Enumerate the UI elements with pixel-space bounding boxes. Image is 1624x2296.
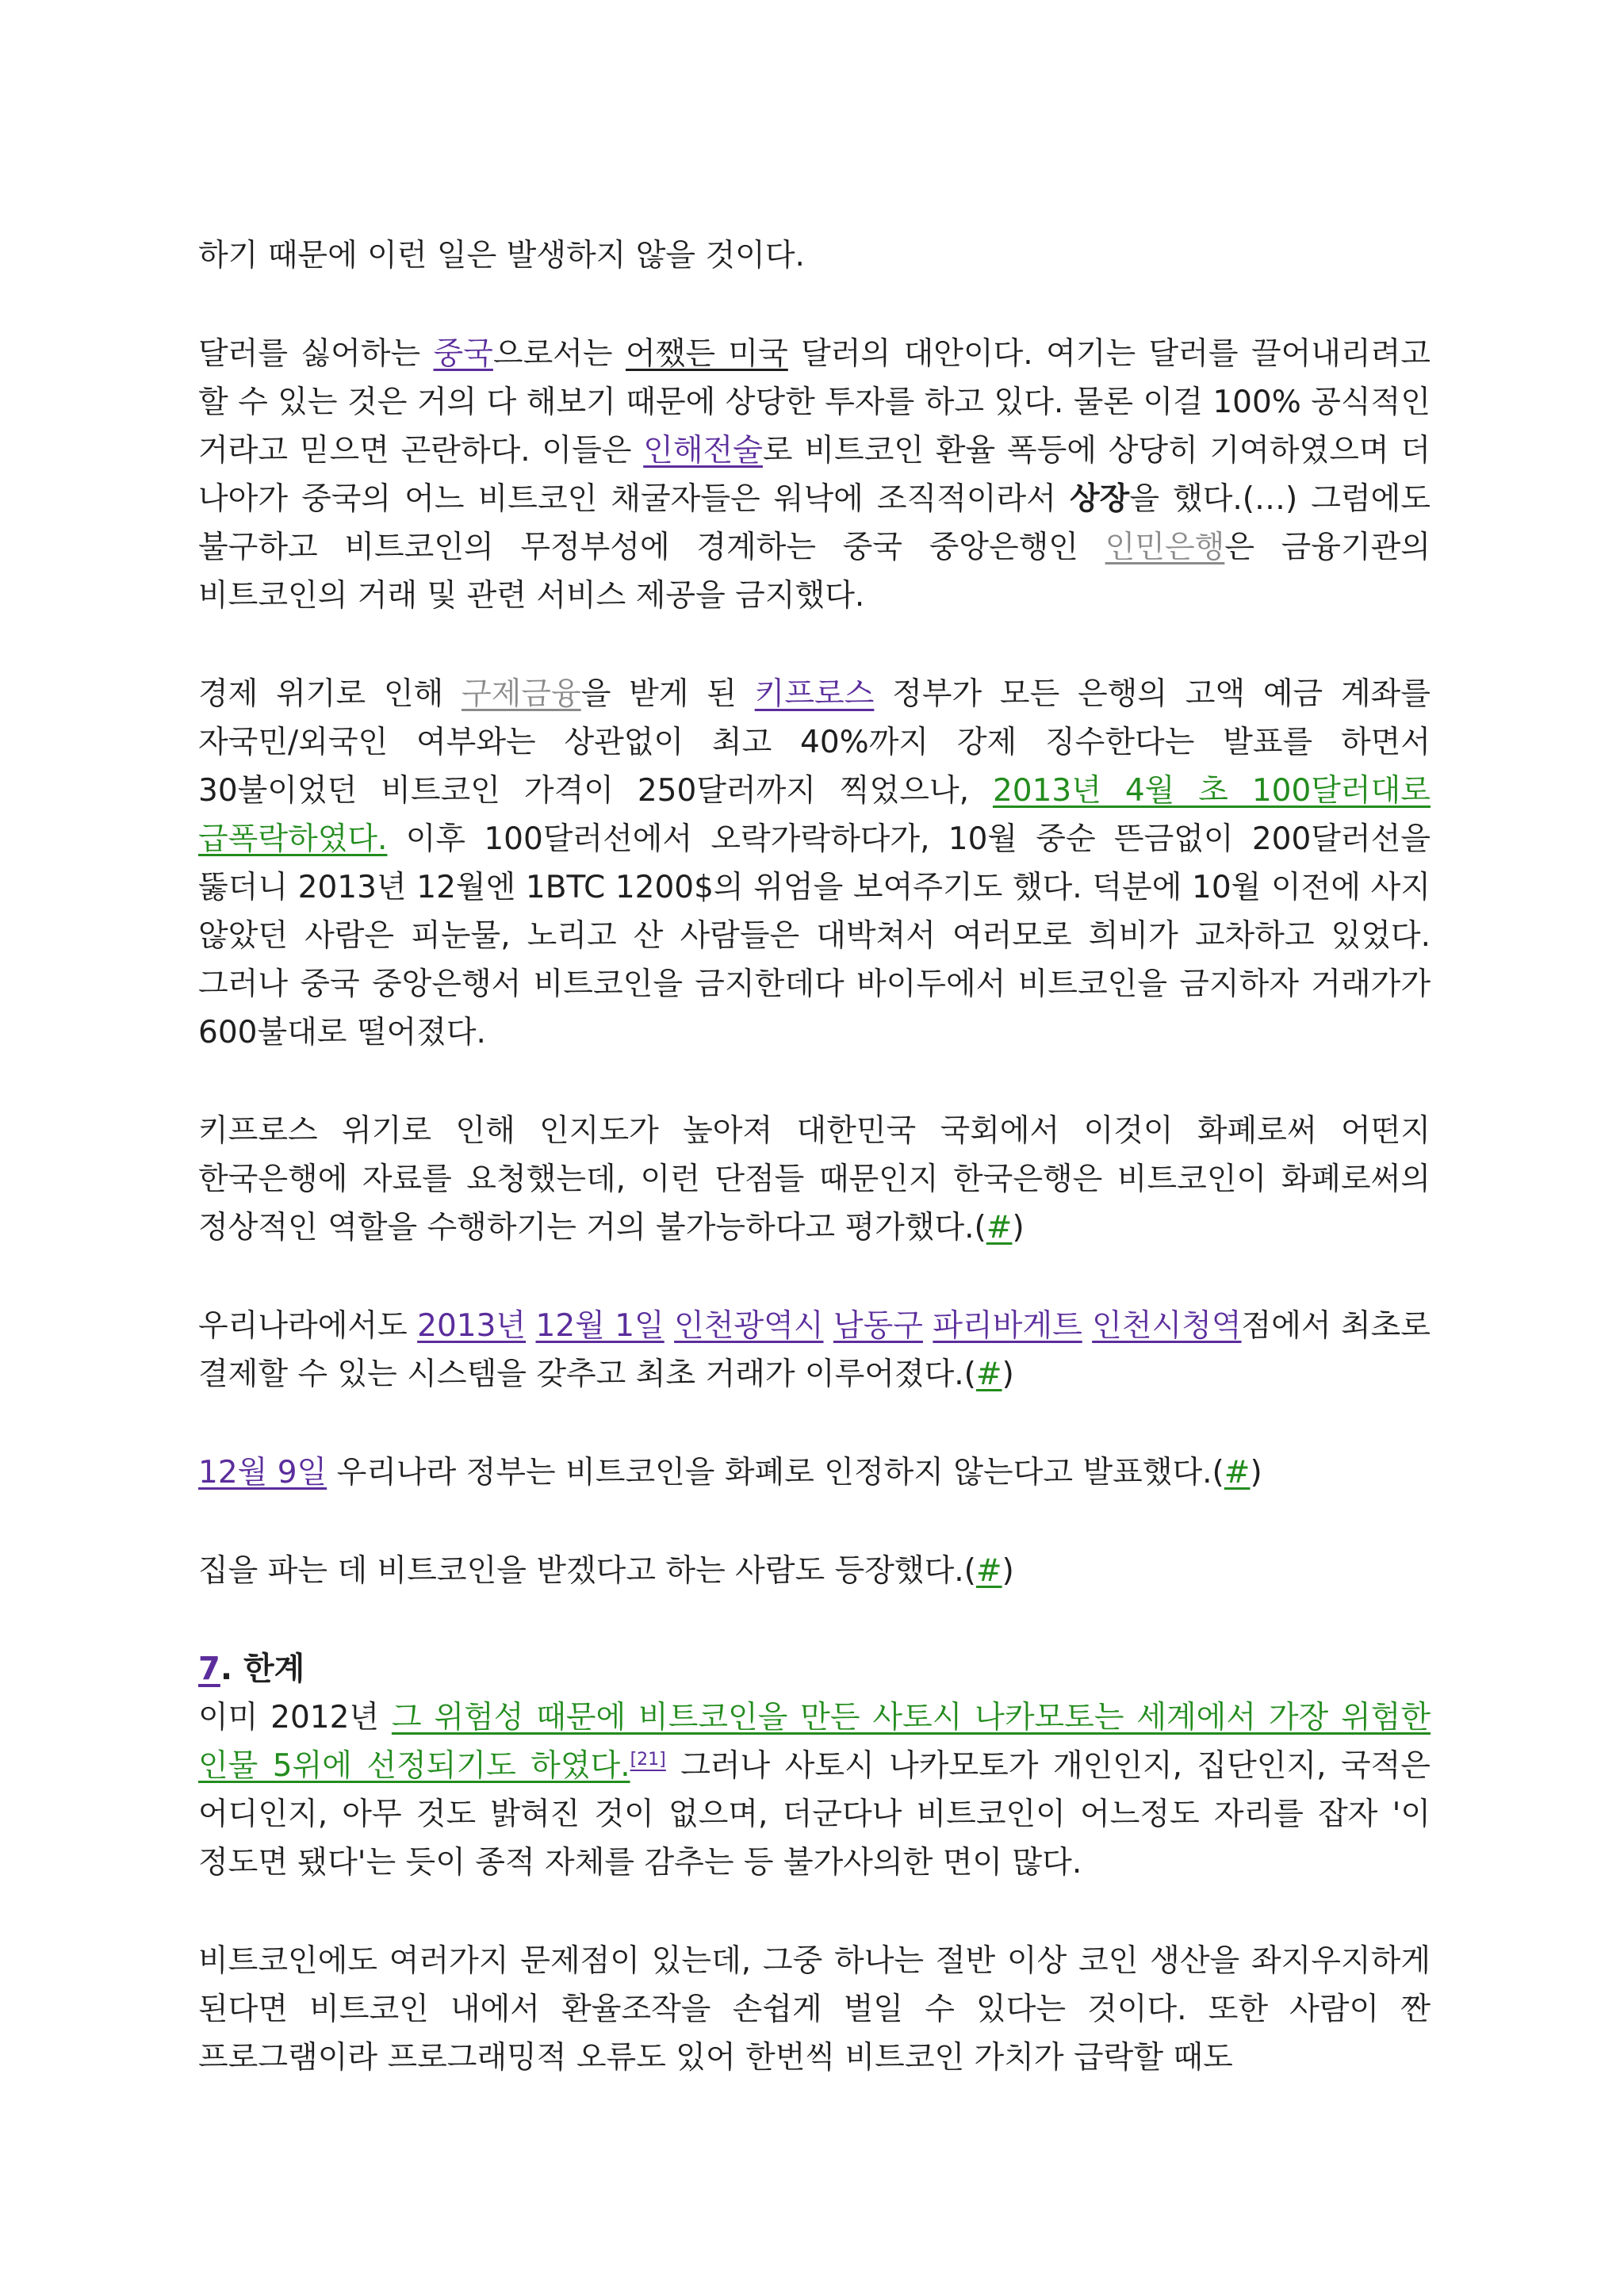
- text-run: 을 받게 된: [580, 676, 755, 712]
- paragraph-government: [198, 1448, 1431, 1497]
- text-run: 이후 100달러선에서 오락가락하다가, 10월 중순 뜬금없이 200달러선을 뚫더니 2013년 12월엔 1BTC 1200$의 위엄을 보여주기도 했다. 덕분에 10월 이전에 사지 않았던 사람은 피눈물, 노리고 산 사람들은 대박쳐서 여러모로 희비가 교차하고 있었다. 그러나 중국 중앙은행서 비트코인을 금지한데다 바이두에서 비트코인을 금지하자 거래가가 600불대로 떨어졌다.: [198, 821, 1431, 1050]
- text-run: 정부가 모든 은행의 고액 예금 계좌를 자국민/외국인 여부와는 상관없이 최고 40%까지 강제 징수한다는 발표를 하면서 30불이었던 비트코인 가격이 250달러까지 찍었으나,: [198, 676, 1431, 809]
- link-cyprus[interactable]: 키프로스: [754, 676, 875, 712]
- text-run: 을 했다.(…) 그럼에도 불구하고 비트코인의 무정부성에 경계하는 중국 중앙은행인: [198, 481, 1431, 565]
- link-incheon-city-hall-station[interactable]: 인천시청역: [1092, 1308, 1242, 1344]
- link-hash-ref[interactable]: #: [1224, 1455, 1251, 1490]
- link-incheon[interactable]: 인천광역시: [674, 1308, 824, 1344]
- paragraph-problems: [198, 1937, 1431, 2082]
- bold-listing: 상장: [1069, 481, 1130, 517]
- text-run: 경제 위기로 인해: [198, 676, 462, 712]
- text-run: ): [1002, 1553, 1014, 1589]
- paragraph-text: 비트코인에도 여러가지 문제점이 있는데, 그중 하나는 절반 이상 코인 생산을 좌지우지하게 된다면 비트코인 내에서 환율조작을 손쉽게 벌일 수 있다는 것이다. 또한 사람이 짠 프로그램이라 프로그래밍적 오류도 있어 한번씩 비트코인 가치가 급락할 때도: [198, 1943, 1431, 2076]
- link-hash-ref[interactable]: #: [975, 1357, 1002, 1392]
- text-run: 집을 파는 데 비트코인을 받겠다고 하는 사람도 등장했다.(: [198, 1553, 976, 1589]
- text-run: 우리나라 정부는 비트코인을 화폐로 인정하지 않는다고 발표했다.(: [327, 1455, 1224, 1490]
- text-run: 점에서 최초로 결제할 수 있는 시스템을 갖추고 최초 거래가 이루어졌다.(: [198, 1308, 1431, 1392]
- link-hash-ref[interactable]: #: [975, 1553, 1002, 1589]
- footnote-link[interactable]: [21]: [630, 1750, 666, 1770]
- paragraph-1: [198, 232, 1431, 280]
- section-title: . 한계: [220, 1651, 305, 1687]
- section-heading-limits: [198, 1645, 1431, 1693]
- text-run: 키프로스 위기로 인해 인지도가 높아져 대한민국 국회에서 이것이 화폐로써 어떤지 한국은행에 자료를 요청했는데, 이런 단점들 때문인지 한국은행은 비트코인이 화폐로써의 정상적인 역할을 수행하기는 거의 불가능하다고 평가했다.(: [198, 1113, 1431, 1246]
- paragraph-cyprus: [198, 670, 1431, 1057]
- text-run: 달러의 대안이다. 여기는 달러를 끌어내리려고 할 수 있는 것은 거의 다 해보기 때문에 상당한 투자를 하고 있다. 물론 이걸 100% 공식적인 거라고 믿으면 곤란하다. 이들은: [198, 336, 1431, 469]
- link-anyway-america[interactable]: 어쨌든 미국: [626, 336, 788, 372]
- paragraph-satoshi: [198, 1693, 1431, 1887]
- text-run: 으로서는: [492, 336, 626, 372]
- link-paris-baguette[interactable]: 파리바게트: [933, 1308, 1082, 1344]
- paragraph-first-payment: [198, 1302, 1431, 1399]
- text-run: ): [1002, 1357, 1014, 1392]
- text-run: 달러를 싫어하는: [198, 336, 434, 372]
- text-run: 로 비트코인 환율 폭등에 상당히 기여하였으며 더 나아가 중국의 어느 비트코인 채굴자들은 워낙에 조직적이라서: [198, 433, 1431, 517]
- link-dec-1[interactable]: 12월 1일: [535, 1308, 665, 1344]
- text-run: 그러나 사토시 나카모토가 개인인지, 집단인지, 국적은 어디인지, 아무 것도 밝혀진 것이 없으며, 더군다나 비트코인이 어느정도 자리를 잡자 '이 정도면 됐다'는 듯이 종적 자체를 감추는 등 불가사의한 면이 많다.: [198, 1748, 1431, 1881]
- text-run: 은 금융기관의 비트코인의 거래 및 관련 서비스 제공을 금지했다.: [198, 530, 1431, 614]
- paragraph-text: 하기 때문에 이런 일은 발생하지 않을 것이다.: [198, 238, 805, 274]
- section-number-link[interactable]: 7: [198, 1651, 220, 1687]
- link-dec-9[interactable]: 12월 9일: [198, 1455, 327, 1490]
- link-hash-ref[interactable]: #: [986, 1210, 1013, 1246]
- link-namdong-gu[interactable]: 남동구: [833, 1308, 923, 1344]
- footnote-21[interactable]: [630, 1750, 666, 1770]
- link-most-dangerous[interactable]: 그 위험성 때문에 비트코인을 만든 사토시 나카모토는 세계에서 가장 위험한 인물 5위에 선정되기도 하였다.: [198, 1700, 1431, 1784]
- link-bailout[interactable]: 구제금융: [461, 676, 581, 712]
- link-china[interactable]: 중국: [433, 336, 493, 372]
- text-run: ): [1012, 1210, 1025, 1246]
- text-run: 우리나라에서도: [198, 1308, 418, 1344]
- link-human-wave-tactic[interactable]: 인해전술: [643, 433, 763, 469]
- link-crash-2013[interactable]: 2013년 4월 초 100달러대로 급폭락하였다.: [198, 773, 1431, 857]
- link-peoples-bank[interactable]: 인민은행: [1105, 530, 1225, 565]
- text-run: 이미 2012년: [198, 1700, 392, 1735]
- paragraph-bank-of-korea: [198, 1107, 1431, 1252]
- link-2013[interactable]: 2013년: [417, 1308, 527, 1344]
- paragraph-house: [198, 1547, 1431, 1595]
- paragraph-china: [198, 330, 1431, 620]
- text-run: ): [1250, 1455, 1262, 1490]
